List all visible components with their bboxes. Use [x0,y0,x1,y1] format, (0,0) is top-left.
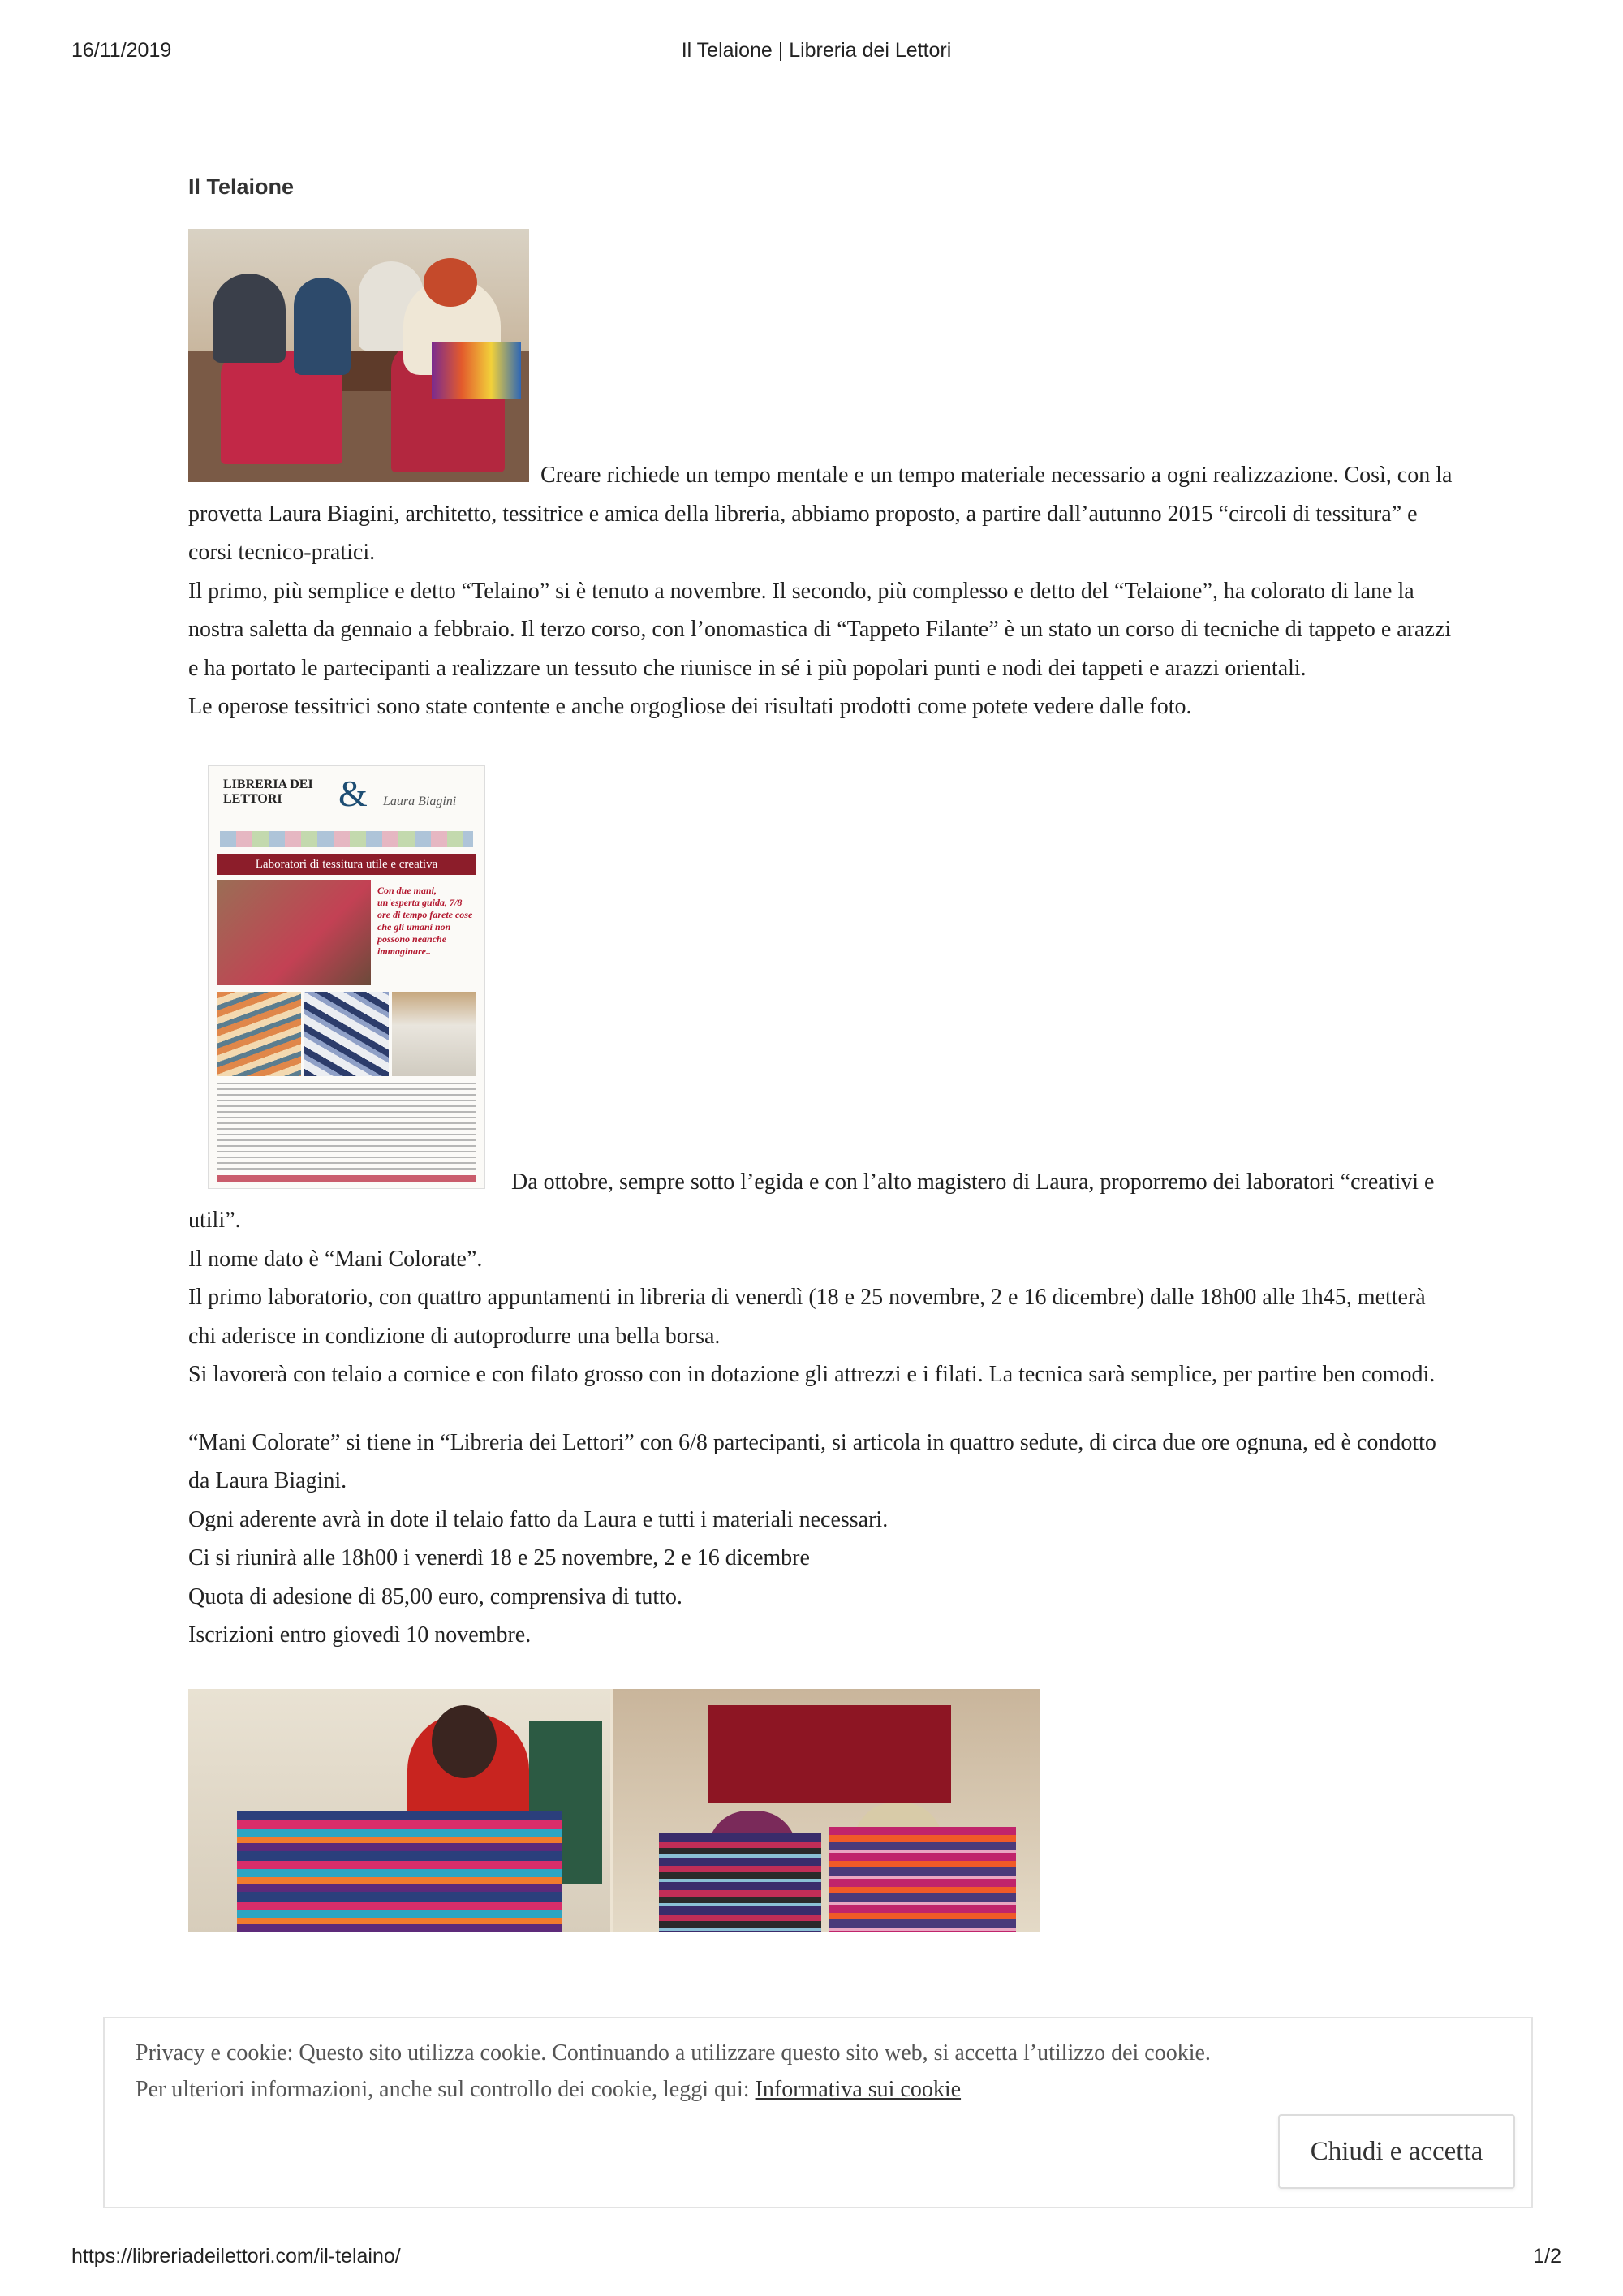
post-content [188,170,1454,1945]
paragraph-name: Il nome dato è “Mani Colorate”. [188,1246,483,1272]
paragraph-results: Le operose tessitrici sono state contente e anche orgogliose dei risultati prodotti come potete vedere dalle foto. [188,694,1192,719]
flyer-logo-libreria: LIBRERIA DEI LETTORI [223,777,313,806]
tapestry-photos[interactable] [188,1689,1040,1932]
flyer-logo-laura: Laura Biagini [383,794,457,808]
print-date: 16/11/2019 [71,39,172,62]
print-header [71,39,1561,68]
cookie-policy-link[interactable]: Informativa sui cookie [755,2077,962,2102]
print-page-number: 1/2 [1533,2245,1561,2268]
weaving-circle-photo[interactable] [188,229,529,482]
workshop-flyer-image[interactable] [208,765,485,1189]
paragraph-deadline: Iscrizioni entro giovedì 10 novembre. [188,1622,532,1648]
flyer-paragraph: LIBRERIA DEI LETTORI & Laura Biagini Laboratori di tessitura utile e creativa Con due mani, un'esperta guida, 7/8 ore di tempo farete cose che gli umani non possono neanche immaginare.. Da ottobre, sempre sotto l’egida e con l’alto magistero di Laura, proporremo dei laboratori “creativi e utili”. [188,765,1454,1240]
cookie-text [136,2035,1434,2108]
paragraph-mani-colorate: “Mani Colorate” si tiene in “Libreria dei Lettori” con 6/8 partecipanti, si articola in quattro sedute, di circa due ore ognuna, ed è condotto da Laura Biagini. [188,1429,1436,1493]
flyer-slogan: Con due mani, un'esperta guida, 7/8 ore di tempo farete cose che gli umani non possono neanche immaginare.. [377,884,473,957]
cookie-banner [103,2017,1533,2208]
paragraph-dates: Ci si riunirà alle 18h00 i venerdì 18 e 25 novembre, 2 e 16 dicembre [188,1545,810,1570]
cookie-line-2: Per ulteriori informazioni, anche sul controllo dei cookie, leggi qui: [136,2077,756,2102]
paragraph-first-lab: Il primo laboratorio, con quattro appuntamenti in libreria di venerdì (18 e 25 novembre, 2 e 16 dicembre) dalle 18h00 alle 1h45, metterà chi aderisce in condizione di autoprodurre una bella borsa. [188,1285,1426,1349]
flyer-ampersand: & [338,772,368,814]
print-footer [71,2245,1561,2274]
post-title: Il Telaione [188,174,295,199]
accept-cookies-button[interactable]: Chiudi e accetta [1278,2114,1515,2189]
paragraph-courses: Il primo, più semplice e detto “Telaino” si è tenuto a novembre. Il secondo, più complesso e detto del “Telaione”, ha colorato di lane la nostra saletta da gennaio a febbraio. Il terzo corso, con l’onomastica di “Tappeto Filante” è un stato un corso di tecniche di tappeto e arazzi e ha portato le partecipanti a realizzare un tessuto che riunisce in sé i più popolari punti e nodi dei tappeti e arazzi orientali. [188,578,1452,681]
print-title: Il Telaione | Libreria dei Lettori [681,39,952,62]
paragraph-technique: Si lavorerà con telaio a cornice e con filato grosso con in dotazione gli attrezzi e i filati. La tecnica sarà semplice, per partire ben comodi. [188,1362,1436,1387]
paragraph-materials: Ogni aderente avrà in dote il telaio fatto da Laura e tutti i materiali necessari. [188,1506,889,1532]
intro-paragraph: Creare richiede un tempo mentale e un tempo materiale necessario a ogni realizzazione. Così, con la provetta Laura Biagini, architetto, tessitrice e amica della libreria, abbiamo proposto, a partire dall’autunno 2015 “circoli di tessitura” e corsi tecnico-pratici. [188,229,1454,572]
print-url: https://libreriadeilettori.com/il-telaino/ [71,2245,401,2268]
flyer-band: Laboratori di tessitura utile e creativa [217,854,476,875]
paragraph-fee: Quota di adesione di 85,00 euro, comprensiva di tutto. [188,1583,682,1609]
cookie-line-1: Privacy e cookie: Questo sito utilizza cookie. Continuando a utilizzare questo sito web, si accetta l’utilizzo dei cookie. [136,2040,1211,2066]
